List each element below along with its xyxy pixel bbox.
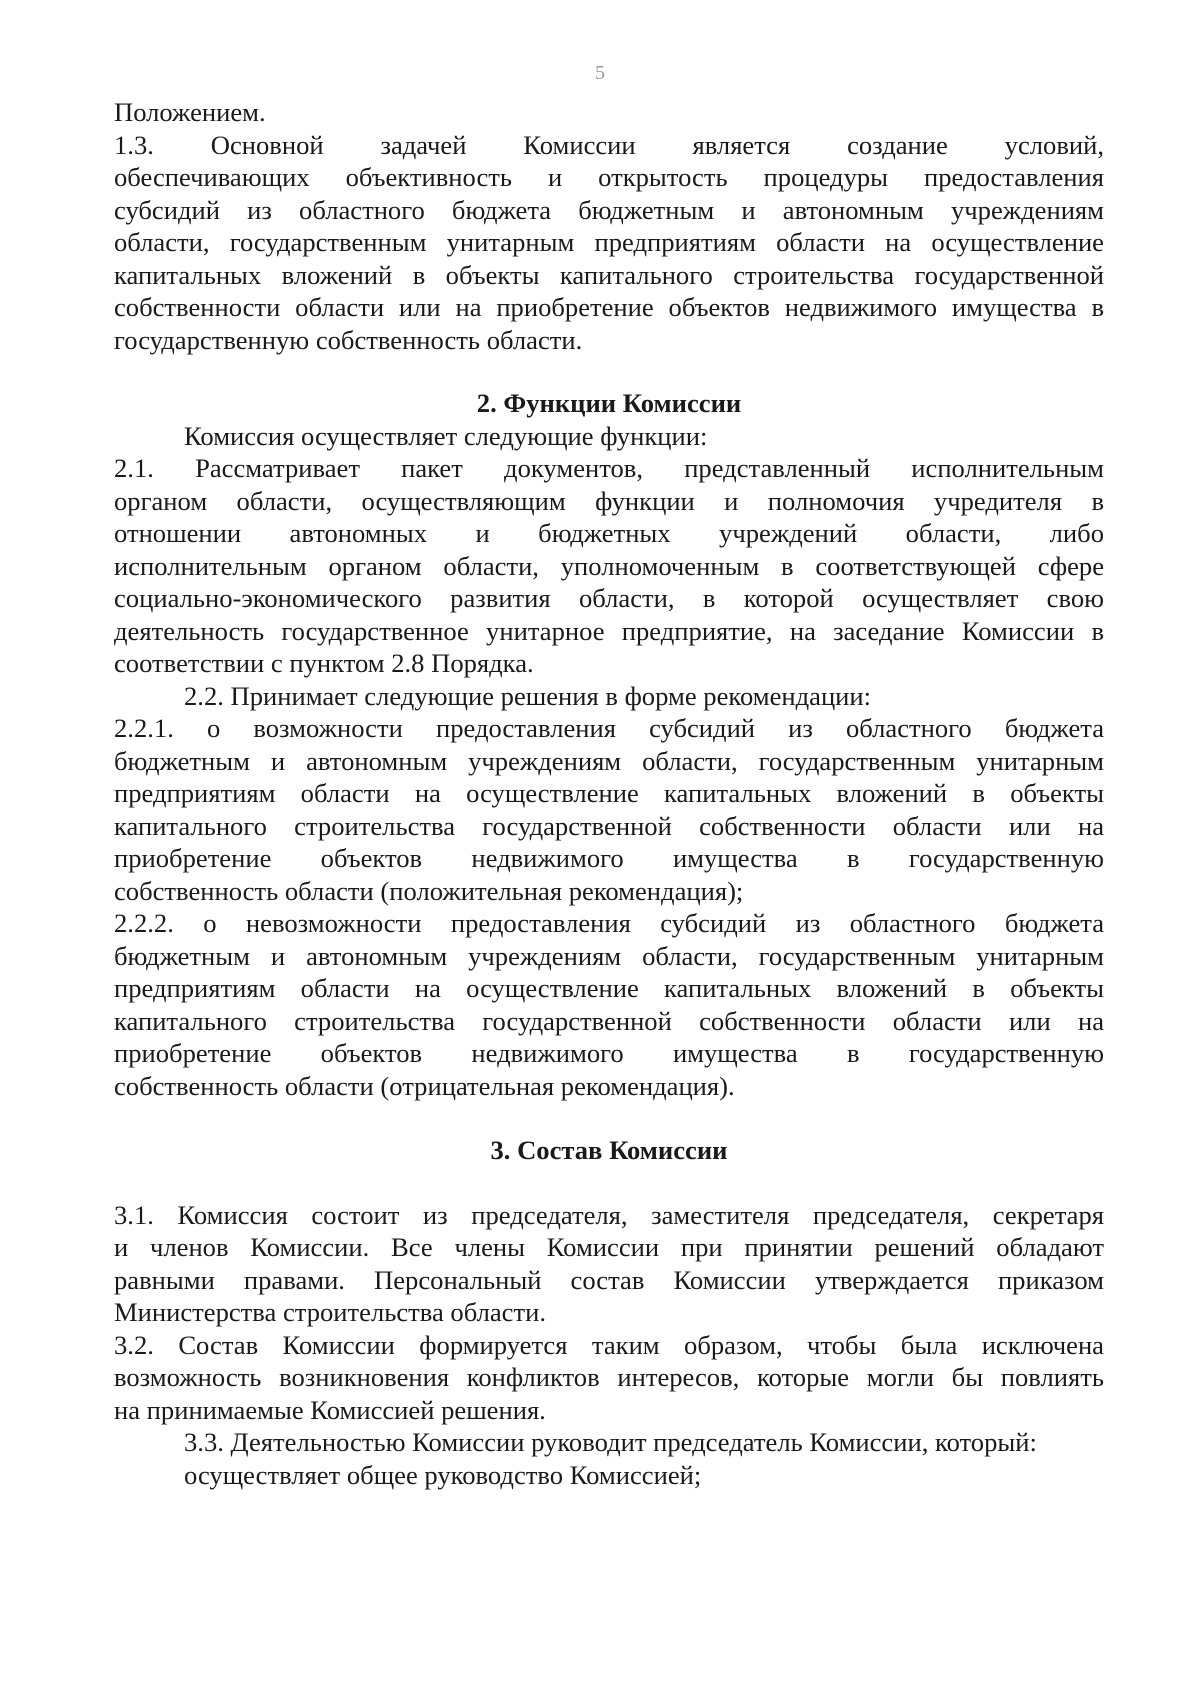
text-line: на принимаемые Комиссией решения.: [114, 1394, 546, 1425]
text-line: собственности области или на приобретение объектов недвижимого имущества в: [114, 292, 1104, 322]
text-line: 2.2.1. о возможности предоставления субсидий из областного бюджета: [114, 713, 1104, 743]
text-line: субсидий из областного бюджета бюджетным и автономным учреждениям: [114, 194, 1104, 225]
text-line: равными правами. Персональный состав Комиссии утверждается приказом: [114, 1264, 1104, 1295]
text-line: области, государственным унитарным предприятиям области на осуществление: [114, 227, 1104, 257]
text-line: предприятиям области на осуществление капитальных вложений в объекты: [114, 778, 1104, 808]
text-line: приобретение объектов недвижимого имущества в государственную: [114, 843, 1104, 873]
text-line: бюджетным и автономным учреждениям области, государственным унитарным: [114, 745, 1104, 776]
section-heading-3: 3. Состав Комиссии: [490, 1135, 728, 1165]
text-line: 2.2.2. о невозможности предоставления субсидий из областного бюджета: [114, 908, 1104, 938]
text-line: предприятиям области на осуществление капитальных вложений в объекты: [114, 973, 1104, 1003]
text-line: государственную собственность области.: [114, 324, 583, 355]
text-line: 3.2. Состав Комиссии формируется таким образом, чтобы была исключена: [114, 1329, 1104, 1360]
paragraph-2-2-2: [114, 907, 1104, 1102]
text-line: 1.3. Основной задачей Комиссии является создание условий,: [114, 129, 1104, 160]
paragraph-2-intro: Комиссия осуществляет следующие функции:: [184, 420, 708, 451]
page-number: 5: [595, 62, 605, 84]
document-body: [114, 96, 1104, 1491]
text-line: и членов Комиссии. Все члены Комиссии при принятии решений обладают: [114, 1232, 1104, 1262]
text-line: деятельность государственное унитарное предприятие, на заседание Комиссии в: [114, 615, 1104, 646]
text-line: исполнительным органом области, уполномоченным в соответствующей сфере: [114, 550, 1104, 581]
text-line: капитальных вложений в объекты капитального строительства государственной: [114, 259, 1104, 290]
text-line: капитального строительства государственной собственности области или на: [114, 1005, 1104, 1036]
paragraph-3-3-item: осуществляет общее руководство Комиссией;: [184, 1459, 702, 1490]
paragraph-3-3: 3.3. Деятельностью Комиссии руководит председатель Комиссии, который:: [184, 1427, 1037, 1457]
text-line: 2.1. Рассматривает пакет документов, представленный исполнительным: [114, 453, 1104, 483]
text-line: бюджетным и автономным учреждениям области, государственным унитарным: [114, 940, 1104, 971]
text-line: собственность области (отрицательная рекомендация).: [114, 1070, 735, 1101]
text-line: органом области, осуществляющим функции и полномочия учредителя в: [114, 485, 1104, 516]
paragraph-2-2-1: [114, 712, 1104, 907]
text-line: приобретение объектов недвижимого имущества в государственную: [114, 1038, 1104, 1068]
text-line: обеспечивающих объективность и открытость процедуры предоставления: [114, 162, 1104, 192]
continuation-line: Положением.: [114, 97, 266, 127]
paragraph-1-3: [114, 129, 1104, 357]
text-line: возможность возникновения конфликтов интересов, которые могли бы повлиять: [114, 1362, 1104, 1392]
text-line: капитального строительства государственной собственности области или на: [114, 810, 1104, 841]
text-line: соответствии с пунктом 2.8 Порядка.: [114, 648, 534, 678]
paragraph-2-2: 2.2. Принимает следующие решения в форме рекомендации:: [184, 680, 872, 711]
text-line: 3.1. Комиссия состоит из председателя, заместителя председателя, секретаря: [114, 1199, 1104, 1230]
text-line: отношении автономных и бюджетных учреждений области, либо: [114, 518, 1104, 548]
text-line: социально-экономического развития области, в которой осуществляет свою: [114, 583, 1104, 613]
text-line: собственность области (положительная рекомендация);: [114, 875, 744, 906]
paragraph-3-2: [114, 1329, 1104, 1427]
paragraph-3-1: [114, 1199, 1104, 1329]
paragraph-2-1: [114, 452, 1104, 680]
section-heading-2: 2. Функции Комиссии: [476, 388, 742, 418]
text-line: Министерства строительства области.: [114, 1297, 546, 1327]
